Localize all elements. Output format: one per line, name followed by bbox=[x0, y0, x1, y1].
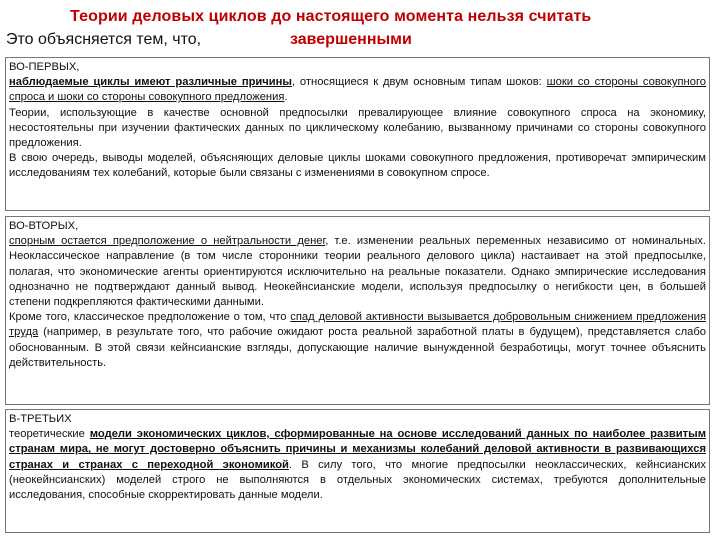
block-paragraph: теоретические модели экономических циклов, сформированные на основе исследований данных по наиболее развитым странам мира, не могут достоверно объяснить причины и механизмы колебаний деловой активности в развивающихся странах и странах с переходной экономикой. В силу того, что многие предпосылки неоклассических, кейнсианских (неокейнсианских) моделей строго не выполняются в отдельных экономических системах, требуются дополнительные исследования, способные скорректировать данные модели. bbox=[9, 428, 706, 502]
underlined-text: шоки со стороны совокупного спроса и шоки со стороны совокупного предложения bbox=[9, 76, 707, 104]
slide-title-line1: Теории деловых циклов до настоящего момента нельзя считать bbox=[70, 8, 592, 25]
block-paragraph: Теории, использующие в качестве основной предпосылки превалирующее влияние совокупного спроса на экономику, несостоятельны при изучении фактических данных по циклическому колебанию, вызванному причинами со стороны совокупного предложения. bbox=[9, 106, 706, 150]
block-paragraph: Кроме того, классическое предположение о том, что спад деловой активности вызывается добровольным снижением предложения труда (например, в результате того, что рабочие ожидают роста реальной заработной платы в будущем), представляется слабо обоснованным. В этой связи кейнсианские взгляды, допускающие наличие вынужденной безработицы, могут точнее объяснить действительность. bbox=[9, 311, 707, 369]
underlined-text: спорным остается предположение о нейтральности денег bbox=[9, 235, 326, 248]
block-paragraph: В свою очередь, выводы моделей, объясняющих деловые циклы шоками совокупного предложения, противоречат эмпирическим исследованиям тех колебаний, которые были связаны с изменениями в совокупном спросе. bbox=[9, 152, 706, 180]
reason-block-first bbox=[5, 57, 710, 211]
emphasis-text: наблюдаемые циклы имеют различные причины bbox=[9, 76, 292, 89]
reason-block-second bbox=[5, 216, 710, 405]
block-heading-third: В-ТРЕТЬИХ bbox=[9, 413, 72, 425]
block-heading-second: ВО-ВТОРЫХ, bbox=[9, 220, 79, 232]
slide-title-line2: завершенными bbox=[290, 31, 412, 48]
block-paragraph: спорным остается предположение о нейтральности денег, т.е. изменении реальных переменных независимо от номинальных. Неоклассическое направление (в том числе сторонники теории реального делового цикла) настаивает на этой предпосылке, полагая, что экономические агенты ориентируются исключительно на реальные показатели. Однако эмпирические исследования однозначно не подтверждают данный вывод. Неокейнсианские модели, используя предпосылку о негибкости цен, в большей степени подкрепляются фактическими данными. bbox=[9, 235, 706, 309]
block-paragraph: наблюдаемые циклы имеют различные причины, относящиеся к двум основным типам шоков: шоки со стороны совокупного спроса и шоки со стороны совокупного предложения. bbox=[9, 76, 707, 104]
emphasis-text: модели экономических циклов, сформированные на основе исследований данных по наиболее развитым странам мира, не могут достоверно объяснить причины и механизмы колебаний деловой активности в развивающихся странах и странах с переходной экономикой bbox=[9, 428, 706, 471]
intro-text: Это объясняется тем, что, bbox=[6, 31, 202, 48]
reason-block-third bbox=[5, 409, 710, 533]
block-heading-first: ВО-ПЕРВЫХ, bbox=[9, 61, 80, 73]
slide-header bbox=[0, 0, 720, 52]
underlined-text: спад деловой активности вызывается добровольным снижением предложения труда bbox=[9, 311, 707, 339]
